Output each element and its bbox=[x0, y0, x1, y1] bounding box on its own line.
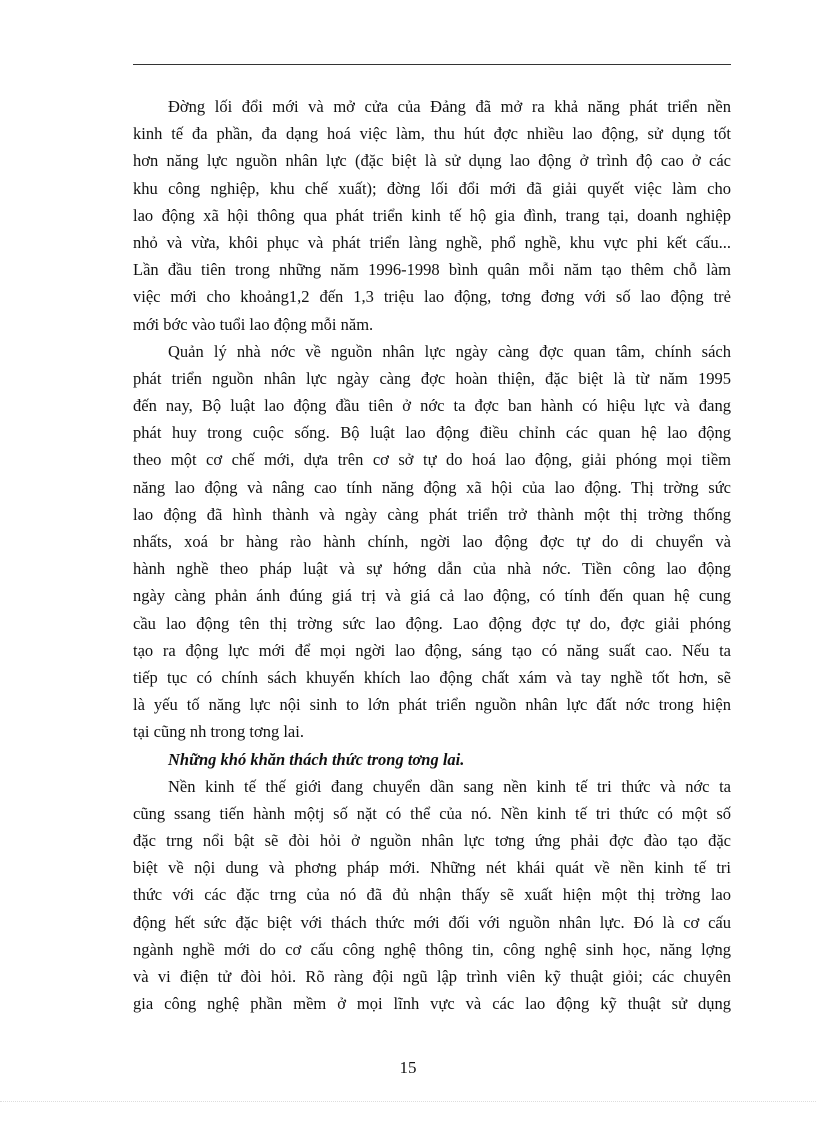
heading-text: Những khó khăn thách thức trong tơng lai. bbox=[168, 749, 465, 769]
section-heading bbox=[133, 746, 731, 773]
text-line: phát triển nguồn nhân lực ngày càng đợc hoàn thiện, đặc biệt là từ năm 1995 bbox=[133, 368, 731, 388]
paragraph-3 bbox=[133, 773, 731, 1018]
text-line: hành nghề theo pháp luật và sự hớng dẫn của nhà nớc. Tiền công lao động bbox=[133, 559, 731, 579]
text-line: cầu lao động tên thị trờng sức lao động. Lao động đợc tự do, đợc giải phóng bbox=[133, 613, 731, 633]
text-line: hơn năng lực nguồn nhân lực (đặc biệt là sử dụng lao động ở trình độ cao ở các bbox=[133, 151, 731, 171]
text-line: đặc trng nổi bật sẽ đòi hỏi ở nguồn nhân lực tơng ứng phải đợc đào tạo đặc bbox=[133, 831, 731, 851]
text-line: nhỏ và vừa, khôi phục và phát triển làng nghề, phổ nghề, khu vực phi kết cấu... bbox=[133, 232, 731, 252]
text-line: năng lao động và nâng cao tính năng động xã hội của lao động. Thị trờng sức bbox=[133, 477, 731, 497]
text-line: phát huy trong cuộc sống. Bộ luật lao động điều chỉnh các quan hệ lao động bbox=[133, 423, 731, 443]
text-line: Quản lý nhà nớc về nguồn nhân lực ngày càng đợc quan tâm, chính sách bbox=[168, 341, 731, 361]
text-line: gia công nghệ phần mềm ở mọi lĩnh vực và các lao động kỹ thuật sử dụng bbox=[133, 994, 731, 1014]
text-line: động hết sức đặc biệt với thách thức mới đối với nguồn nhân lực. Đó là cơ cấu bbox=[133, 912, 731, 932]
text-line: lao động đã hình thành và ngày càng phát triển trở thành một thị trờng thống bbox=[133, 504, 731, 524]
text-line: ngành nghề mới do cơ cấu công nghệ thông tin, công nghệ sinh học, năng lợng bbox=[133, 939, 731, 959]
paragraph-1 bbox=[133, 93, 731, 338]
text-line: Lần đầu tiên trong những năm 1996-1998 bình quân mỗi năm tạo thêm chỗ làm bbox=[133, 260, 731, 280]
text-line: Nền kinh tế thế giới đang chuyển dần sang nền kinh tế tri thức và nớc ta bbox=[168, 776, 731, 796]
text-line: biệt về nội dung và phơng pháp mới. Những nét khái quát về nền kinh tế tri bbox=[133, 858, 731, 878]
page-number: 15 bbox=[399, 1058, 417, 1077]
header-rule bbox=[133, 64, 731, 65]
footer-rule bbox=[0, 1101, 816, 1102]
text-line: kinh tế đa phần, đa dạng hoá việc làm, thu hút đợc nhiều lao động, sử dụng tốt bbox=[133, 124, 731, 144]
document-body bbox=[133, 93, 731, 1017]
text-line: mới bớc vào tuổi lao động mỗi năm. bbox=[133, 314, 374, 334]
text-line: cũng ssang tiến hành mộtj số nặt có thể của nó. Nền kinh tế tri thức có một số bbox=[133, 803, 731, 823]
text-line: việc mới cho khoảng1,2 đến 1,3 triệu lao động, tơng đơng với số lao động trẻ bbox=[133, 287, 731, 307]
text-line: ngày càng phản ánh đúng giá trị và giá cả lao động, có tính đến quan hệ cung bbox=[133, 586, 731, 606]
text-line: lao động xã hội thông qua phát triển kinh tế hộ gia đình, trang tại, doanh nghiệp bbox=[133, 205, 731, 225]
text-line: tiếp tục có chính sách khuyến khích lao động chất xám và tay nghề tốt hơn, sẽ bbox=[133, 667, 731, 687]
text-line: đến nay, Bộ luật lao động đầu tiên ở nớc ta đợc ban hành có hiệu lực và đang bbox=[133, 396, 731, 416]
text-line: và vi điện tử đòi hỏi. Rõ ràng đội ngũ lập trình viên kỹ thuật giỏi; các chuyên bbox=[133, 967, 731, 986]
text-line: nhấts, xoá br hàng rào hành chính, ngời lao động đợc tự do di chuyển và bbox=[133, 532, 731, 551]
text-line: Đờng lối đổi mới và mở cửa của Đảng đã mở ra khả năng phát triển nền bbox=[168, 97, 731, 116]
text-line: khu công nghiệp, khu chế xuất); đờng lối đổi mới đã giải quyết việc làm cho bbox=[133, 178, 731, 198]
text-line: là yếu tố năng lực nội sinh to lớn phát triển nguồn nhân lực đất nớc trong hiện bbox=[133, 695, 731, 715]
text-line: tạo ra động lực mới để mọi ngời lao động, sáng tạo có năng suất cao. Nếu ta bbox=[133, 640, 731, 660]
text-line: tại cũng nh trong tơng lai. bbox=[133, 722, 304, 742]
text-line: theo một cơ chế mới, dựa trên cơ sở tự do hoá lao động, giải phóng mọi tiềm bbox=[133, 450, 731, 470]
text-line: thức với các đặc trng của nó đã đủ nhận thấy sẽ xuất hiện một thị trờng lao bbox=[133, 885, 731, 905]
paragraph-2 bbox=[133, 338, 731, 746]
